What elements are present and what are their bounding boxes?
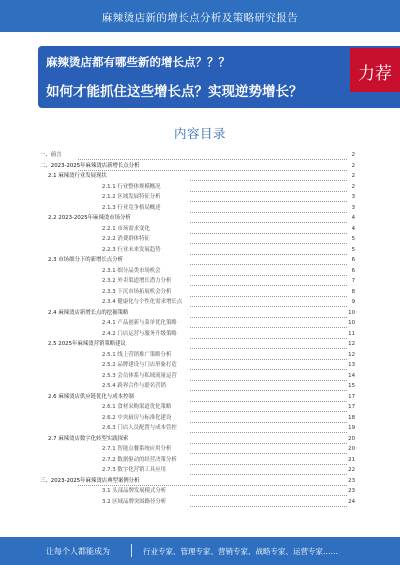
toc-entry-label: 2.5.3 会员体系与私域流量运营 [102, 372, 177, 379]
table-of-contents [40, 153, 355, 535]
toc-entry-label: 2.4.2 门店运营与服务升级策略 [102, 330, 177, 337]
toc-page-number: 2 [351, 162, 355, 169]
toc-entry-label: 2.6.2 中央厨房与标准化建设 [102, 414, 172, 421]
hero-headline: 如何才能抓住这些增长点？实现逆势增长？ [46, 84, 303, 100]
toc-leader-dots [190, 306, 347, 307]
toc-entry-label: 2.3.2 外卖渠道增长潜力分析 [102, 278, 172, 284]
footer-roles: 行业专家、管理专家、营销专家、战略专家、运营专家…… [143, 547, 338, 556]
toc-entry-label: 一、前言 [40, 152, 62, 158]
toc-leader-dots [190, 191, 347, 192]
toc-page-number: 20 [348, 435, 355, 442]
toc-leader-dots [190, 233, 347, 234]
toc-entry[interactable] [40, 258, 355, 266]
toc-entry[interactable] [40, 500, 355, 508]
toc-page-number: 8 [351, 288, 355, 295]
toc-leader-dots [190, 422, 347, 423]
toc-page-number: 24 [348, 498, 355, 505]
toc-leader-dots [190, 317, 347, 318]
toc-leader-dots [190, 474, 347, 475]
toc-page-number: 19 [348, 425, 355, 431]
toc-entry[interactable] [40, 237, 355, 245]
toc-leader-dots [190, 348, 347, 349]
toc-page-number: 11 [348, 330, 355, 337]
toc-leader-dots [190, 201, 347, 202]
toc-entry-label: 2.6 麻辣烫店供应链优化与成本控制 [48, 393, 134, 400]
toc-entry[interactable] [40, 206, 355, 214]
toc-leader-dots [190, 401, 347, 402]
toc-entry-label: 2.3.3 下沉市场拓展机会分析 [102, 288, 172, 295]
toc-page-number: 22 [348, 467, 355, 473]
toc-page-number: 14 [348, 372, 355, 379]
toc-entry-label: 2.4 麻辣烫店新增长点的挖掘策略 [48, 309, 129, 316]
toc-page-number: 7 [351, 278, 355, 284]
toc-entry-label: 2.5.2 品牌建设与门店形象打造 [102, 362, 177, 368]
toc-leader-dots [190, 338, 347, 339]
toc-page-number: 10 [348, 320, 355, 326]
toc-entry[interactable] [40, 290, 355, 298]
toc-entry[interactable] [40, 468, 355, 476]
toc-entry-label: 2.3 市场细分下的新增长点分析 [48, 257, 123, 263]
toc-page-number: 23 [348, 477, 355, 484]
toc-entry-label: 2.2.2 消费群体特征 [102, 236, 150, 242]
toc-entry[interactable] [40, 437, 355, 445]
top-banner [0, 0, 400, 32]
toc-page-number: 23 [348, 488, 355, 494]
hero-question: 麻辣烫店都有哪些新的增长点？？？ [46, 55, 230, 69]
toc-leader-dots [190, 380, 347, 381]
toc-entry-label: 2.7 麻辣烫店数字化转型实践探索 [48, 435, 129, 442]
toc-entry-label: 2.6.1 食材采购渠道优化策略 [102, 404, 172, 410]
toc-leader-dots [190, 285, 347, 286]
toc-page-number: 12 [348, 351, 355, 358]
toc-entry[interactable] [40, 363, 355, 371]
toc-entry-label: 2.3.1 细分品类市场机会 [102, 267, 161, 274]
toc-page-number: 2 [351, 152, 355, 158]
toc-page-number: 6 [351, 257, 355, 263]
toc-entry-label: 二、2023-2025年麻辣烫店新增长点分析 [40, 162, 140, 169]
toc-entry-label: 2.1.3 行业竞争格局概述 [102, 204, 161, 211]
toc-entry[interactable] [40, 405, 355, 413]
hero-banner [38, 46, 400, 108]
toc-entry[interactable] [40, 353, 355, 361]
toc-entry[interactable] [40, 479, 355, 487]
toc-leader-dots [190, 212, 347, 213]
toc-page-number: 12 [348, 341, 355, 347]
toc-leader-dots [190, 222, 347, 223]
toc-entry[interactable] [40, 248, 355, 256]
toc-entry-label: 2.5 2025年麻辣烫营销策略建议 [48, 341, 126, 347]
toc-entry[interactable] [40, 300, 355, 308]
toc-entry[interactable] [40, 195, 355, 203]
toc-entry[interactable] [40, 269, 355, 277]
toc-leader-dots [190, 495, 347, 496]
toc-entry[interactable] [40, 416, 355, 424]
footer-divider [131, 544, 132, 557]
toc-leader-dots [190, 359, 347, 360]
toc-page-number: 20 [348, 446, 355, 452]
toc-entry-label: 2.2 2023-2025年麻辣烫市场分析 [48, 215, 131, 221]
toc-leader-dots [190, 243, 347, 244]
toc-entry[interactable] [40, 174, 355, 182]
footer-slogan: 让每个人都能成为 [46, 547, 110, 556]
toc-leader-dots [190, 264, 347, 265]
toc-page-number: 3 [351, 204, 355, 211]
toc-entry[interactable] [40, 342, 355, 350]
toc-page-number: 6 [351, 267, 355, 274]
toc-entry-label: 2.7.3 数字化营销工具应用 [102, 467, 166, 473]
toc-page-number: 17 [348, 393, 355, 400]
toc-entry-label: 2.7.2 数据驱动的经营决策分析 [102, 456, 177, 463]
toc-entry-label: 2.2.3 行业未来发展趋势 [102, 246, 161, 253]
toc-page-number: 21 [348, 456, 355, 463]
toc-entry-label: 2.7.1 智能点餐系统应用分析 [102, 446, 172, 452]
toc-page-number: 4 [351, 215, 355, 221]
toc-page-number: 17 [348, 404, 355, 410]
toc-page-number: 5 [351, 246, 355, 253]
toc-entry[interactable] [40, 447, 355, 455]
toc-entry[interactable] [40, 311, 355, 319]
toc-leader-dots [190, 411, 347, 412]
toc-page-number: 15 [348, 383, 355, 389]
toc-entry[interactable] [40, 374, 355, 382]
toc-leader-dots [190, 432, 347, 433]
toc-entry[interactable] [40, 185, 355, 193]
recommend-badge [350, 48, 400, 92]
toc-entry[interactable] [40, 216, 355, 224]
toc-leader-dots [190, 453, 347, 454]
toc-entry-label: 2.5.4 跨界合作与联名营销 [102, 383, 166, 389]
badge-label: 力荐 [358, 64, 392, 84]
toc-entry-label: 2.1.1 行业整体规模概况 [102, 183, 161, 190]
toc-page-number: 2 [351, 173, 355, 179]
toc-leader-dots [190, 443, 347, 444]
toc-entry[interactable] [40, 332, 355, 340]
toc-entry[interactable] [40, 489, 355, 497]
report-title: 麻辣烫店新的增长点分析及策略研究报告 [101, 12, 299, 24]
toc-entry[interactable] [40, 384, 355, 392]
toc-leader-dots [190, 506, 347, 507]
toc-leader-dots [78, 159, 347, 160]
toc-entry[interactable] [40, 164, 355, 172]
toc-leader-dots [190, 254, 347, 255]
toc-leader-dots [190, 296, 347, 297]
toc-leader-dots [190, 464, 347, 465]
toc-entry-label: 2.4.1 产品创新与菜单优化策略 [102, 320, 177, 326]
toc-entry[interactable] [40, 279, 355, 287]
toc-leader-dots [190, 180, 347, 181]
toc-leader-dots [190, 390, 347, 391]
toc-entry[interactable] [40, 458, 355, 466]
footer-banner [0, 537, 400, 565]
toc-leader-dots [78, 170, 347, 171]
toc-entry[interactable] [40, 153, 355, 161]
toc-entry-label: 三、2023-2025年麻辣烫店典型案例分析 [40, 477, 140, 484]
toc-entry[interactable] [40, 426, 355, 434]
toc-leader-dots [190, 369, 347, 370]
toc-entry-label: 2.1.2 区域发展特征分析 [102, 194, 161, 200]
toc-leader-dots [190, 275, 347, 276]
toc-entry-label: 2.3.4 健康化与个性化需求增长点 [102, 299, 183, 305]
toc-leader-dots [190, 327, 347, 328]
toc-page-number: 4 [351, 225, 355, 232]
toc-page-number: 2 [351, 183, 355, 190]
toc-entry[interactable] [40, 227, 355, 235]
toc-entry-label: 2.1 麻辣烫行业发展现状 [48, 173, 107, 179]
toc-leader-dots [78, 485, 347, 486]
toc-title: 内容目录 [173, 126, 226, 141]
toc-entry-label: 3.1 头部品牌发展模式分析 [102, 488, 167, 494]
toc-page-number: 18 [348, 414, 355, 421]
toc-entry-label: 2.2.1 市场需求变化 [102, 225, 150, 232]
toc-entry-label: 3.2 区域品牌突围路径分析 [102, 498, 167, 505]
toc-page-number: 10 [348, 309, 355, 316]
toc-entry-label: 2.6.3 门店人员配置与成本管控 [102, 425, 177, 431]
toc-page-number: 3 [351, 194, 355, 200]
toc-entry[interactable] [40, 321, 355, 329]
toc-entry-label: 2.5.1 线上营销推广策略分析 [102, 351, 172, 358]
toc-page-number: 13 [348, 362, 355, 368]
toc-page-number: 5 [351, 236, 355, 242]
toc-entry[interactable] [40, 395, 355, 403]
toc-page-number: 9 [351, 299, 355, 305]
